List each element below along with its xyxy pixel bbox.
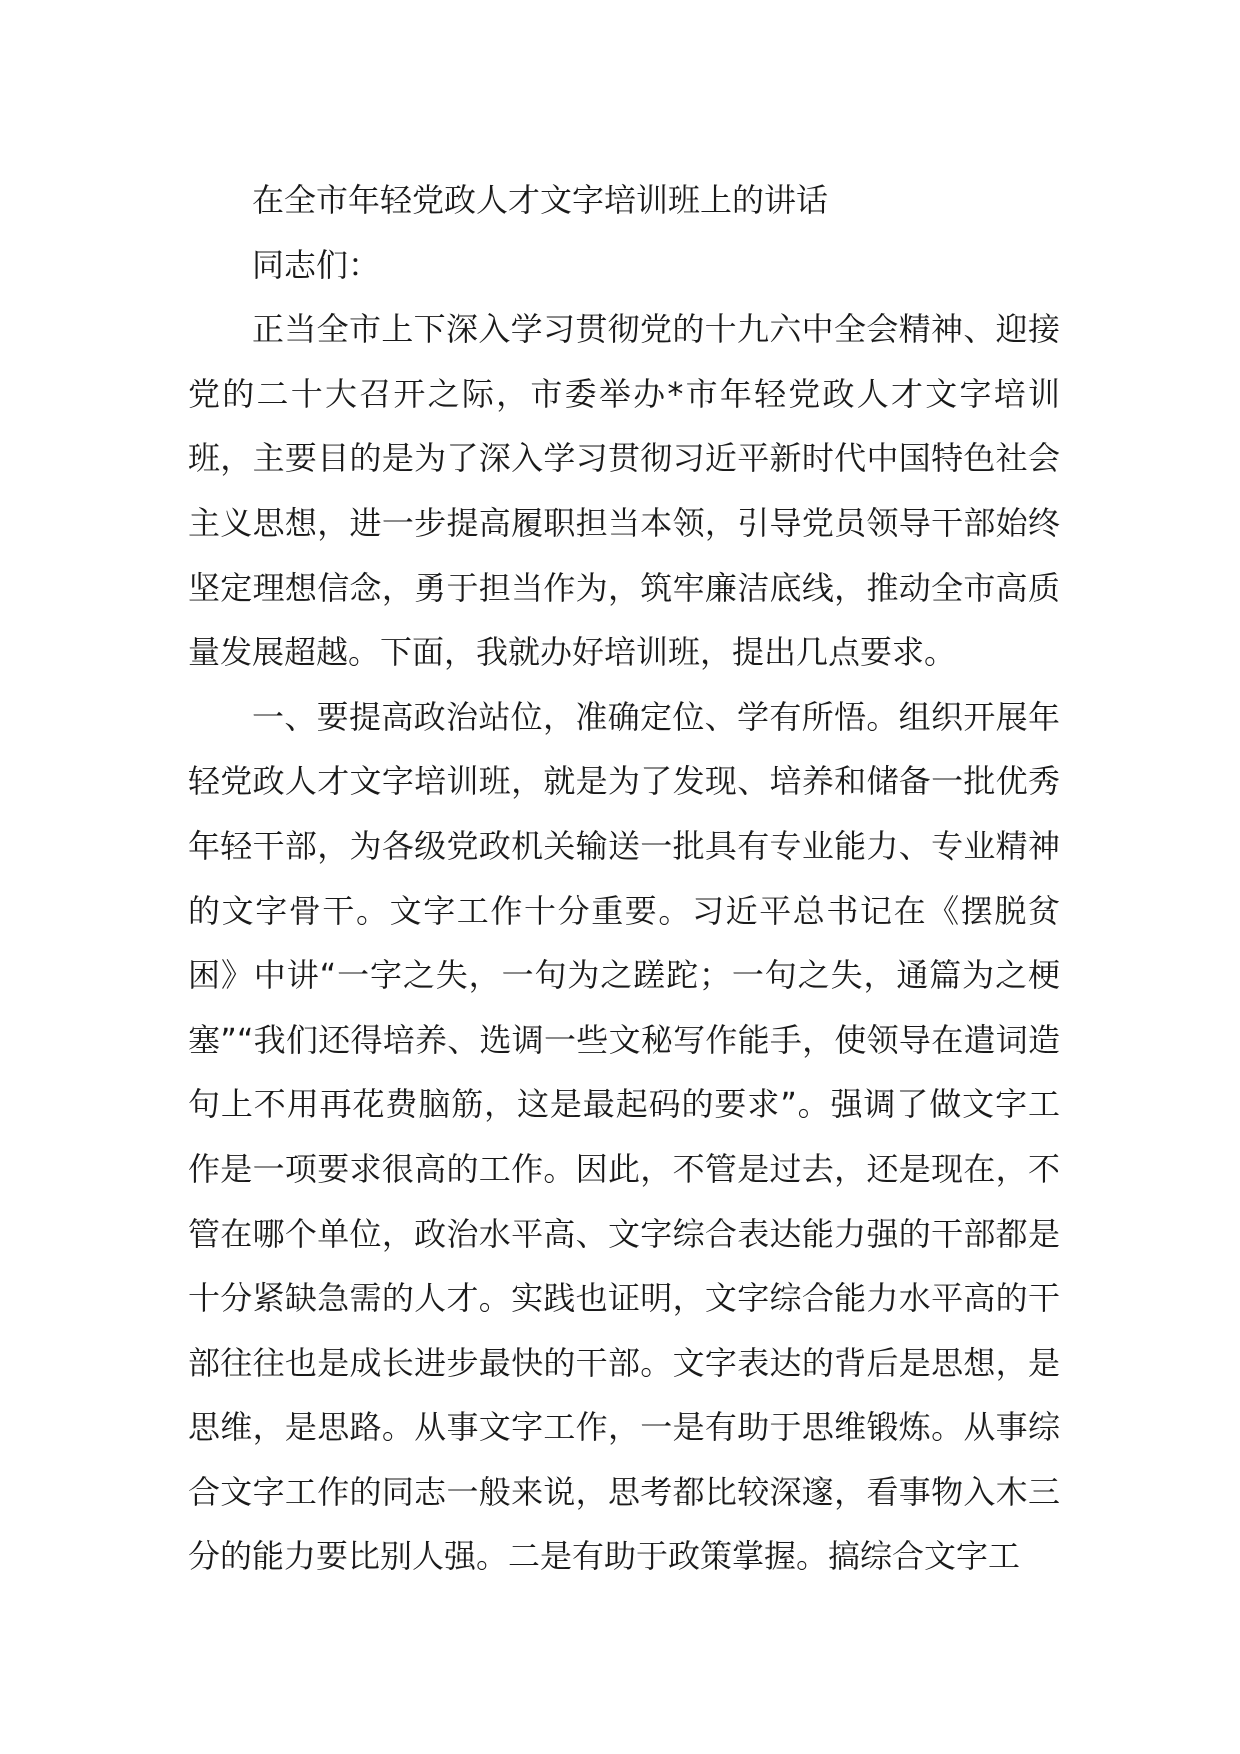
document-title: 在全市年轻党政人才文字培训班上的讲话 <box>252 181 829 219</box>
paragraph-intro: 正当全市上下深入学习贯彻党的十九六中全会精神、迎接党的二十大召开之际，市委举办*市年轻党政人才文字培训班，主要目的是为了深入学习贯彻习近平新时代中国特色社会主义思想，进一步提高履职担当本领，引导党员领导干部始终坚定理想信念，勇于担当作为，筑牢廉洁底线，推动全市高质量发展超越。下面，我就办好培训班，提出几点要求。 <box>188 310 1060 672</box>
paragraph-section-one: 一、要提高政治站位，准确定位、学有所悟。组织开展年轻党政人才文字培训班，就是为了发现、培养和储备一批优秀年轻干部，为各级党政机关输送一批具有专业能力、专业精神的文字骨干。文字工作十分重要。习近平总书记在《摆脱贫困》中讲“一字之失，一句为之蹉跎；一句之失，通篇为之梗塞”“我们还得培养、选调一些文秘写作能手，使领导在遣词造句上不用再花费脑筋，这是最起码的要求”。强调了做文字工作是一项要求很高的工作。因此，不管是过去，还是现在，不管在哪个单位，政治水平高、文字综合表达能力强的干部都是十分紧缺急需的人才。实践也证明，文字综合能力水平高的干部往往也是成长进步最快的干部。文字表达的背后是思想，是思维，是思路。从事文字工作，一是有助于思维锻炼。从事综合文字工作的同志一般来说，思考都比较深邃，看事物入木三分的能力要比别人强。二是有助于政策掌握。搞综合文字工 <box>188 697 1060 1576</box>
document-body <box>188 168 1060 1589</box>
salutation: 同志们： <box>252 245 381 284</box>
